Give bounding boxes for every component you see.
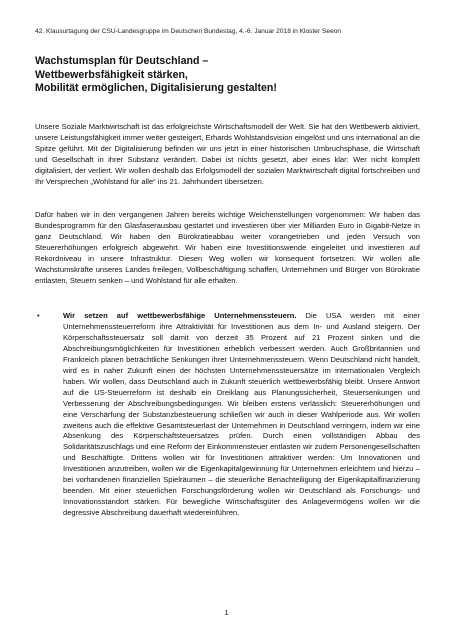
title-line-3: Mobilität ermöglichen, Digitalisierung gestalten! bbox=[35, 82, 277, 95]
title-line-1: Wachstumsplan für Deutschland – bbox=[35, 55, 209, 67]
bullet-item bbox=[35, 311, 420, 519]
page-number: 1 bbox=[224, 608, 229, 617]
intro-paragraph: Unsere Soziale Marktwirtschaft ist das erfolgreichste Wirtschaftsmodell der Welt. Sie hat den Wettbewerb aktiviert, unsere Leistungsfähigkeit immer weiter gesteigert, Erhards Wohlstandsvision eingelöst und uns international an die Spitze geführt. Mit der Digitalisierung befinden wir uns jetzt in einer historischen Umbruchsphase, die Wirtschaft und Gesellschaft in ihrer Substanz verändert. Dabei ist nichts gesetzt, aber eines klar: Wer nicht komplett digitalisiert, der verliert. Wir wollen deshalb das Erfolgsmodell der sozialen Marktwirtschaft digital fortschreiben und Ihr Versprechen „Wohlstand für alle“ ins 21. Jahrhundert übersetzen. bbox=[35, 122, 420, 186]
title-line-2: Wettbewerbsfähigkeit stärken, bbox=[35, 68, 188, 81]
bullet-body: Die USA werden mit einer Unternehmenssteuerreform ihre Attraktivität für Investitionen aus dem In- und Ausland steigern. Der Körperschaftssteuersatz soll damit von derzeit 35 Prozent auf 21 Prozent sinken und die Abschreibungsmöglichkeiten für Investitionen erheblich verbessert werden. Auch Großbritannien und Frankreich planen beträchtliche Senkungen ihrer Unternehmenssteuern. Wenn Deutschland nicht handelt, wird es in naher Zukunft einen der höchsten Unternehmenssteuersätze im internationalen Vergleich haben. Wir wollen, dass Deutschland auch in Zukunft steuerlich wettbewerbsfähig bleibt. Unsere Antwort auf die US-Steuerreform ist deshalb ein Dreiklang aus Planungssicherheit, Steuersenkungen und Verbesserung der Abschreibungsbedingungen. Wir bleiben erstens verlässlich: Steuererhöhungen und eine Verschärfung der Substanzbesteuerung schließen wir auch in dieser Wahlperiode aus. Wir wollen zweitens auch die effektive Gesamtsteuerlast der Unternehmen in Deutschland verringern, indem wir eine Absenkung des Körperschaftsteuersatzes prüfen. Durch einen vollständigen Abbau des Solidaritätszuschlags und eine Reform der Einkommensteuer entlasten wir zudem Personengesellschaften und Beschäftigte. Drittens wollen wir für Investitionen attraktiver werden: Um Innovationen und Investitionen anzutreiben, wollen wir die Eigenkapitalgewinnung für Unternehmen erleichtern und hierzu – bei vorhandenen finanziellen Spielräumen – die steuerliche Benachteiligung der Eigenkapitalfinanzierung beenden. Mit einer steuerlichen Forschungsförderung wollen wir Deutschland als Forschungs- und Innovationsstandort stärken. Für bewegliche Wirtschaftsgüter des Anlagevermögens wollen wir die degressive Abschreibung dauerhaft wiedereinführen. bbox=[63, 311, 420, 518]
bullet-heading: Wir setzen auf wettbewerbsfähige Unternehmenssteuern. bbox=[63, 311, 297, 320]
bullet-paragraph bbox=[63, 311, 420, 519]
document-title bbox=[35, 55, 413, 96]
second-paragraph: Dafür haben wir in den vergangenen Jahren bereits wichtige Weichenstellungen vorgenommen: Wir haben das Bundesprogramm für den Glasfaserausbau gestartet und investieren über vier Milliarden Euro in Gigabit-Netze in ganz Deutschland. Wir haben den Bürokratieabbau weiter vorangetrieben und jeden Versuch von Steuererhöhungen erfolgreich abgewehrt. Wir haben eine Investitionswende eingeleitet und investieren auf Rekordniveau in unsere Infrastruktur. Diesen Weg wollen wir konsequent fortsetzen. Wir wollen alle Wachstumskräfte unseres Landes freilegen, Vollbeschäftigung schaffen, Unternehmen und Bürger von Bürokratie entlasten, Steuern senken – und Wohlstand für alle erhalten. bbox=[35, 210, 420, 285]
running-header: 42. Klausurtagung der CSU-Landesgruppe im Deutschen Bundestag, 4.-6. Januar 2018 in Kloster Seeon bbox=[35, 28, 342, 35]
bullet-dot-icon: • bbox=[37, 311, 40, 320]
